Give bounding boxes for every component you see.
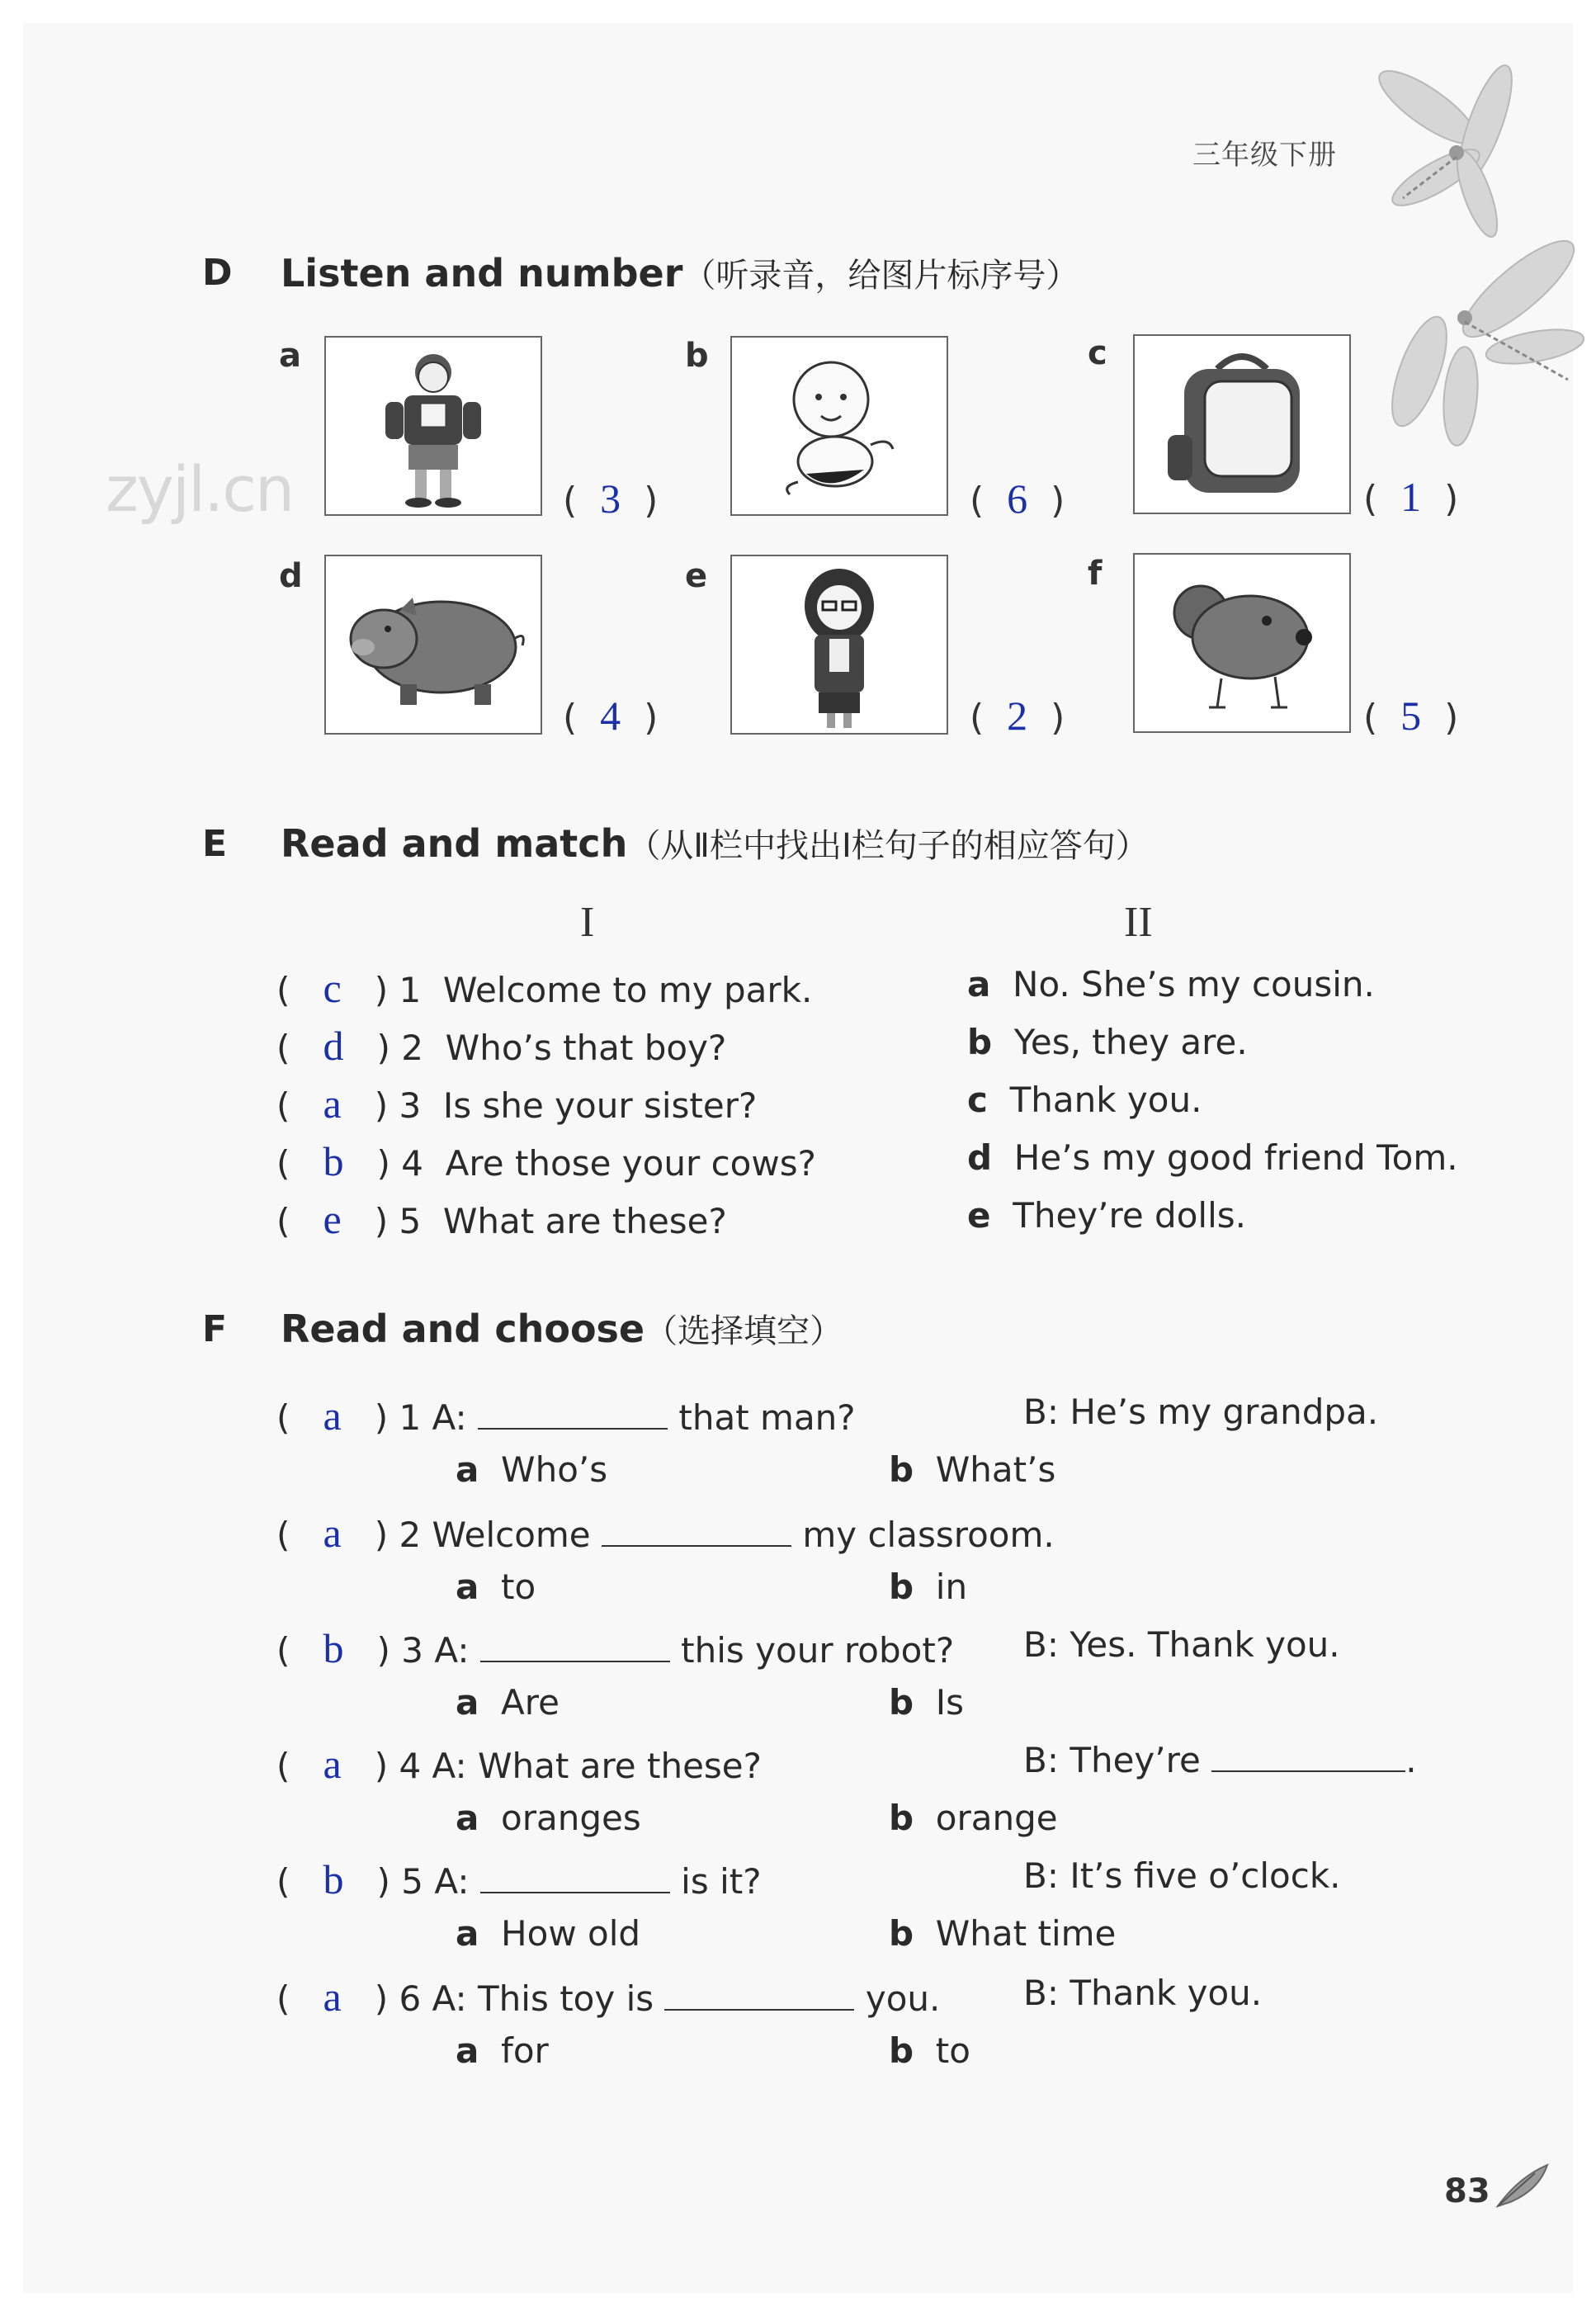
answer-blank — [602, 1517, 791, 1547]
picture-c-box — [1133, 334, 1351, 514]
answer-value: 5 — [1400, 692, 1422, 739]
picture-letter: d — [279, 557, 303, 595]
backpack-icon — [1135, 336, 1349, 513]
item-number: 1 — [399, 1397, 422, 1438]
mouse-icon — [1135, 555, 1349, 731]
answer-paren: ( 3 ) — [563, 475, 659, 522]
question-pre: A: — [432, 1397, 479, 1438]
option-label: a — [456, 1449, 479, 1490]
option-label: a — [456, 1682, 479, 1723]
option-text: to — [935, 2030, 970, 2071]
option-label: a — [456, 1567, 479, 1607]
option-text: What’s — [935, 1449, 1056, 1490]
choose-row: ( a ) 1 A: that man? — [276, 1392, 856, 1439]
section-e-title-en: Read and match — [281, 821, 628, 866]
option-label: b — [889, 2030, 914, 2071]
match-answer: e — [323, 1196, 342, 1242]
match-answer: d — [323, 1023, 344, 1069]
answer-blank — [664, 1981, 854, 2011]
item-number: 2 — [399, 1515, 422, 1555]
response-letter: c — [967, 1080, 988, 1120]
match-question: Welcome to my park. — [442, 970, 813, 1010]
picture-f-box — [1133, 553, 1351, 733]
section-e-letter: E — [202, 823, 228, 865]
answer-blank — [480, 1864, 670, 1893]
picture-letter: c — [1088, 334, 1107, 372]
choose-row: ( a ) 4 A: What are these? — [276, 1741, 762, 1787]
response-letter: a — [967, 964, 991, 1004]
picture-letter: a — [279, 337, 301, 375]
choose-answer: a — [323, 1510, 342, 1556]
option-label: a — [456, 1798, 479, 1838]
response-text: Thank you. — [1009, 1080, 1202, 1120]
answer-value: 6 — [1007, 475, 1028, 522]
match-row: ( d ) 2 Who’s that boy? — [276, 1023, 727, 1069]
option-text: to — [501, 1567, 536, 1607]
section-d-title-en: Listen and number — [281, 251, 683, 295]
option-a — [456, 1913, 640, 1954]
section-f-letter: F — [202, 1308, 228, 1350]
answer-paren: ( 6 ) — [970, 475, 1065, 522]
feather-icon — [1494, 2161, 1551, 2210]
item-number: 4 — [401, 1143, 423, 1184]
picture-letter: f — [1088, 555, 1103, 593]
answer-value: 1 — [1400, 474, 1422, 520]
b-response: B: He’s my grandpa. — [1023, 1392, 1379, 1432]
option-label: b — [889, 1682, 914, 1723]
option-b — [889, 1449, 1055, 1490]
column-2-header: II — [1124, 899, 1153, 946]
section-f-title-en: Read and choose — [281, 1307, 645, 1351]
response-letter: d — [967, 1137, 993, 1178]
match-question: Who’s that boy? — [445, 1028, 727, 1068]
answer-value: 3 — [600, 475, 621, 522]
option-text: How old — [501, 1913, 641, 1954]
option-text: in — [935, 1567, 968, 1607]
match-question: Are those your cows? — [445, 1143, 816, 1184]
grade-label: 三年级下册 — [1192, 139, 1337, 172]
option-b — [889, 1798, 1058, 1838]
b-response: B: It’s five o’clock. — [1023, 1855, 1341, 1896]
response-text: Yes, they are. — [1013, 1022, 1248, 1062]
option-a — [456, 1682, 560, 1723]
choose-row: ( a ) 2 Welcome my classroom. — [276, 1510, 1055, 1556]
item-number: 5 — [401, 1861, 423, 1902]
question-pre: A: This toy is — [432, 1978, 665, 2019]
option-a — [456, 2030, 549, 2071]
item-number: 3 — [399, 1085, 422, 1126]
option-b — [889, 2030, 970, 2071]
baby-icon — [732, 338, 947, 514]
section-d-title — [281, 249, 1079, 296]
question-pre: A: — [434, 1630, 480, 1671]
choose-answer: a — [323, 1741, 342, 1787]
option-text: Is — [935, 1682, 965, 1723]
match-response — [967, 964, 1375, 1004]
choose-answer: a — [323, 1973, 342, 2020]
match-answer: c — [323, 965, 342, 1011]
b-response — [1023, 1740, 1417, 1780]
item-number: 5 — [399, 1201, 422, 1241]
match-answer: a — [323, 1080, 342, 1127]
match-row: ( a ) 3 Is she your sister? — [276, 1080, 758, 1127]
match-response — [967, 1080, 1202, 1120]
b-response-text: B: They’re — [1023, 1740, 1201, 1780]
item-number: 6 — [399, 1978, 422, 2019]
choose-row: ( b ) 3 A: this your robot? — [276, 1625, 955, 1671]
answer-paren: ( 5 ) — [1363, 692, 1459, 739]
section-f-title-zh: （选择填空） — [645, 1312, 843, 1350]
choose-answer: a — [323, 1392, 342, 1439]
match-response — [967, 1022, 1248, 1062]
match-row: ( c ) 1 Welcome to my park. — [276, 965, 813, 1011]
choose-answer: b — [323, 1856, 344, 1902]
dragonfly-decoration-icon — [1320, 33, 1584, 462]
b-response-suffix: . — [1405, 1740, 1417, 1780]
page-number: 83 — [1444, 2172, 1490, 2210]
option-text: Who’s — [501, 1449, 608, 1490]
option-a — [456, 1567, 536, 1607]
answer-paren: ( 1 ) — [1363, 474, 1459, 520]
question-post: my classroom. — [791, 1515, 1055, 1555]
match-response — [967, 1137, 1458, 1178]
answer-paren: ( 2 ) — [970, 692, 1065, 739]
option-label: b — [889, 1798, 914, 1838]
choose-row: ( b ) 5 A: is it? — [276, 1856, 762, 1902]
question-post: this your robot? — [669, 1630, 955, 1671]
answer-blank — [478, 1400, 668, 1430]
response-letter: b — [967, 1022, 993, 1062]
section-d-letter: D — [202, 252, 233, 294]
answer-blank — [480, 1633, 670, 1662]
b-response: B: Thank you. — [1023, 1973, 1263, 2013]
match-response — [967, 1195, 1246, 1236]
man-icon — [326, 338, 541, 514]
option-a — [456, 1449, 607, 1490]
watermark: zyjl.cn — [106, 452, 294, 526]
question-post: you. — [854, 1978, 941, 2019]
option-text: oranges — [501, 1798, 641, 1838]
match-question: Is she your sister? — [442, 1085, 758, 1126]
item-number: 4 — [399, 1746, 422, 1786]
match-question: What are these? — [442, 1201, 727, 1241]
match-row: ( b ) 4 Are those your cows? — [276, 1138, 816, 1184]
picture-letter: b — [685, 337, 709, 375]
option-text: orange — [935, 1798, 1058, 1838]
option-text: Are — [501, 1682, 560, 1723]
section-f-title — [281, 1305, 843, 1352]
pig-icon — [326, 556, 541, 733]
option-label: b — [889, 1449, 914, 1490]
item-number: 1 — [399, 970, 422, 1010]
answer-paren: ( 4 ) — [563, 692, 659, 739]
option-label: a — [456, 2030, 479, 2071]
match-row: ( e ) 5 What are these? — [276, 1196, 727, 1242]
section-d-title-zh: （听录音，给图片标序号） — [682, 257, 1079, 295]
question-pre: Welcome — [432, 1515, 602, 1555]
response-text: No. She’s my cousin. — [1013, 964, 1375, 1004]
choose-answer: b — [323, 1625, 344, 1671]
section-e-title — [281, 820, 1149, 867]
question-pre: A: What are these? — [432, 1746, 762, 1786]
picture-d-box — [324, 555, 542, 735]
match-answer: b — [323, 1138, 344, 1184]
option-b — [889, 1913, 1116, 1954]
choose-row: ( a ) 6 A: This toy is you. — [276, 1973, 941, 2020]
item-number: 3 — [401, 1630, 423, 1671]
option-text: What time — [935, 1913, 1117, 1954]
woman-icon — [732, 556, 947, 733]
picture-letter: e — [685, 557, 708, 595]
column-1-header: I — [580, 899, 595, 946]
question-post: that man? — [668, 1397, 856, 1438]
option-b — [889, 1567, 967, 1607]
picture-b-box — [730, 336, 948, 516]
option-b — [889, 1682, 964, 1723]
answer-value: 2 — [1007, 692, 1028, 739]
option-label: b — [889, 1913, 914, 1954]
item-number: 2 — [401, 1028, 423, 1068]
option-label: a — [456, 1913, 479, 1954]
response-text: They’re dolls. — [1013, 1195, 1246, 1236]
section-e-title-zh: （从Ⅱ栏中找出Ⅰ栏句子的相应答句） — [627, 827, 1149, 865]
picture-a-box — [324, 336, 542, 516]
answer-value: 4 — [600, 692, 621, 739]
question-pre: A: — [434, 1861, 480, 1902]
b-response: B: Yes. Thank you. — [1023, 1624, 1340, 1665]
question-post: is it? — [669, 1861, 762, 1902]
picture-e-box — [730, 555, 948, 735]
option-text: for — [501, 2030, 549, 2071]
option-a — [456, 1798, 641, 1838]
answer-blank — [1211, 1742, 1405, 1772]
option-label: b — [889, 1567, 914, 1607]
response-letter: e — [967, 1195, 991, 1236]
response-text: He’s my good friend Tom. — [1013, 1137, 1458, 1178]
